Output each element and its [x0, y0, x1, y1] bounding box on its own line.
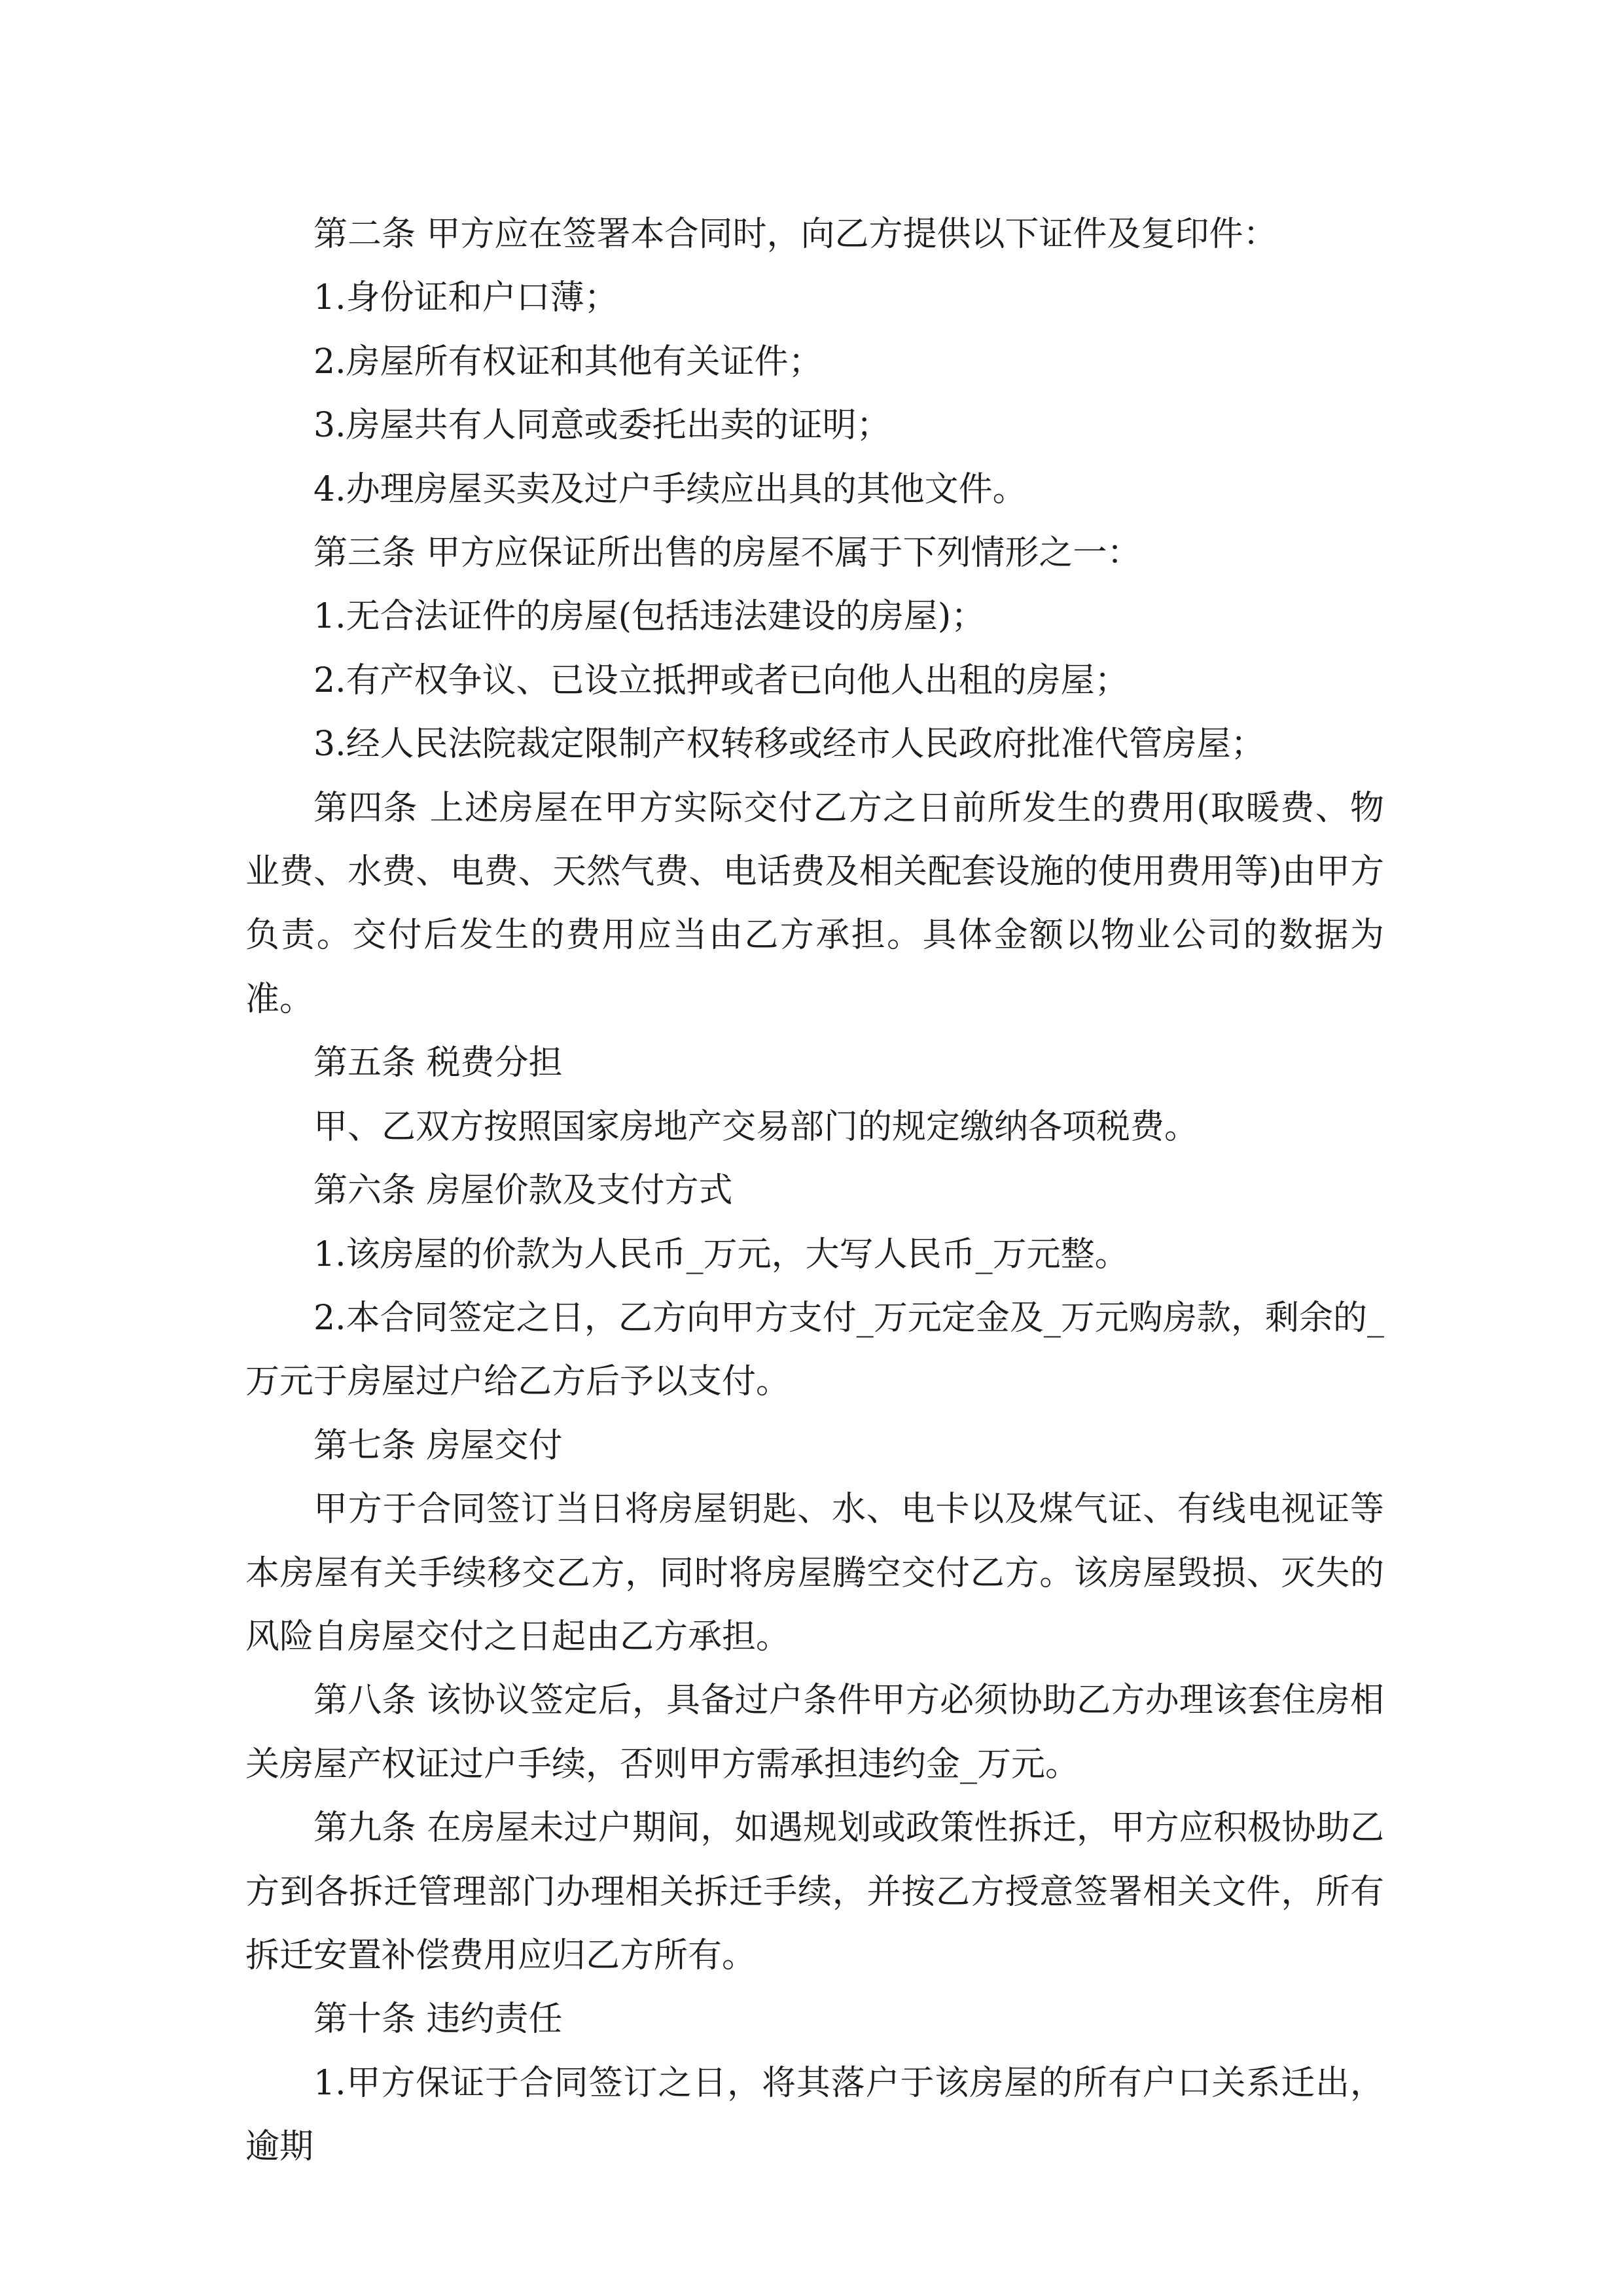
clause-3-item-2: 2.有产权争议、已设立抵押或者已向他人出租的房屋； — [313, 660, 1129, 700]
clause-2-item-4: 4.办理房屋买卖及过户手续应出具的其他文件。 — [313, 469, 1027, 509]
clause-7-heading: 第七条 房屋交付 — [313, 1426, 563, 1465]
clause-2-heading: 第二条 甲方应在签署本合同时，向乙方提供以下证件及复印件： — [313, 215, 1277, 254]
clause-3-item-3: 3.经人民法院裁定限制产权转移或经市人民政府批准代管房屋； — [313, 725, 1265, 764]
clause-6-heading: 第六条 房屋价款及支付方式 — [313, 1171, 733, 1211]
clause-3-heading: 第三条 甲方应保证所出售的房屋不属于下列情形之一： — [313, 533, 1141, 573]
clause-10-item-1: 1.甲方保证于合同签订之日，将其落户于该房屋的所有户口关系迁出，逾期 — [245, 2063, 1384, 2167]
clause-10-heading: 第十条 违约责任 — [313, 2000, 563, 2039]
clause-8-paragraph: 第八条 该协议签定后，具备过户条件甲方必须协助乙方办理该套住房相关房屋产权证过户手续，否则甲方需承担违约金_万元。 — [245, 1681, 1384, 1784]
clause-2-item-1: 1.身份证和户口薄； — [313, 278, 618, 318]
clause-4-paragraph: 第四条 上述房屋在甲方实际交付乙方之日前所发生的费用(取暖费、物业费、水费、电费、天然气费、电话费及相关配套设施的使用费用等)由甲方负责。交付后发生的费用应当由乙方承担。具体金额以物业公司的数据为准。 — [245, 788, 1384, 1019]
clause-2-item-2: 2.房屋所有权证和其他有关证件； — [313, 342, 823, 382]
clause-6-item-1: 1.该房屋的价款为人民币_万元，大写人民币_万元整。 — [313, 1234, 1129, 1274]
document-body — [245, 203, 1384, 2179]
clause-9-paragraph: 第九条 在房屋未过户期间，如遇规划或政策性拆迁，甲方应积极协助乙方到各拆迁管理部门办理相关拆迁手续，并按乙方授意签署相关文件，所有拆迁安置补偿费用应归乙方所有。 — [245, 1808, 1384, 1975]
clause-7-paragraph: 甲方于合同签订当日将房屋钥匙、水、电卡以及煤气证、有线电视证等本房屋有关手续移交乙方，同时将房屋腾空交付乙方。该房屋毁损、灭失的风险自房屋交付之日起由乙方承担。 — [245, 1490, 1384, 1657]
clause-2-item-3: 3.房屋共有人同意或委托出卖的证明； — [313, 406, 891, 446]
clause-5-heading: 第五条 税费分担 — [313, 1043, 563, 1083]
clause-3-item-1: 1.无合法证件的房屋(包括违法建设的房屋)； — [313, 597, 986, 637]
clause-6-item-2: 2.本合同签定之日，乙方向甲方支付_万元定金及_万元购房款，剩余的_万元于房屋过户给乙方后予以支付。 — [245, 1298, 1384, 1402]
clause-5-paragraph: 甲、乙双方按照国家房地产交易部门的规定缴纳各项税费。 — [313, 1107, 1199, 1147]
